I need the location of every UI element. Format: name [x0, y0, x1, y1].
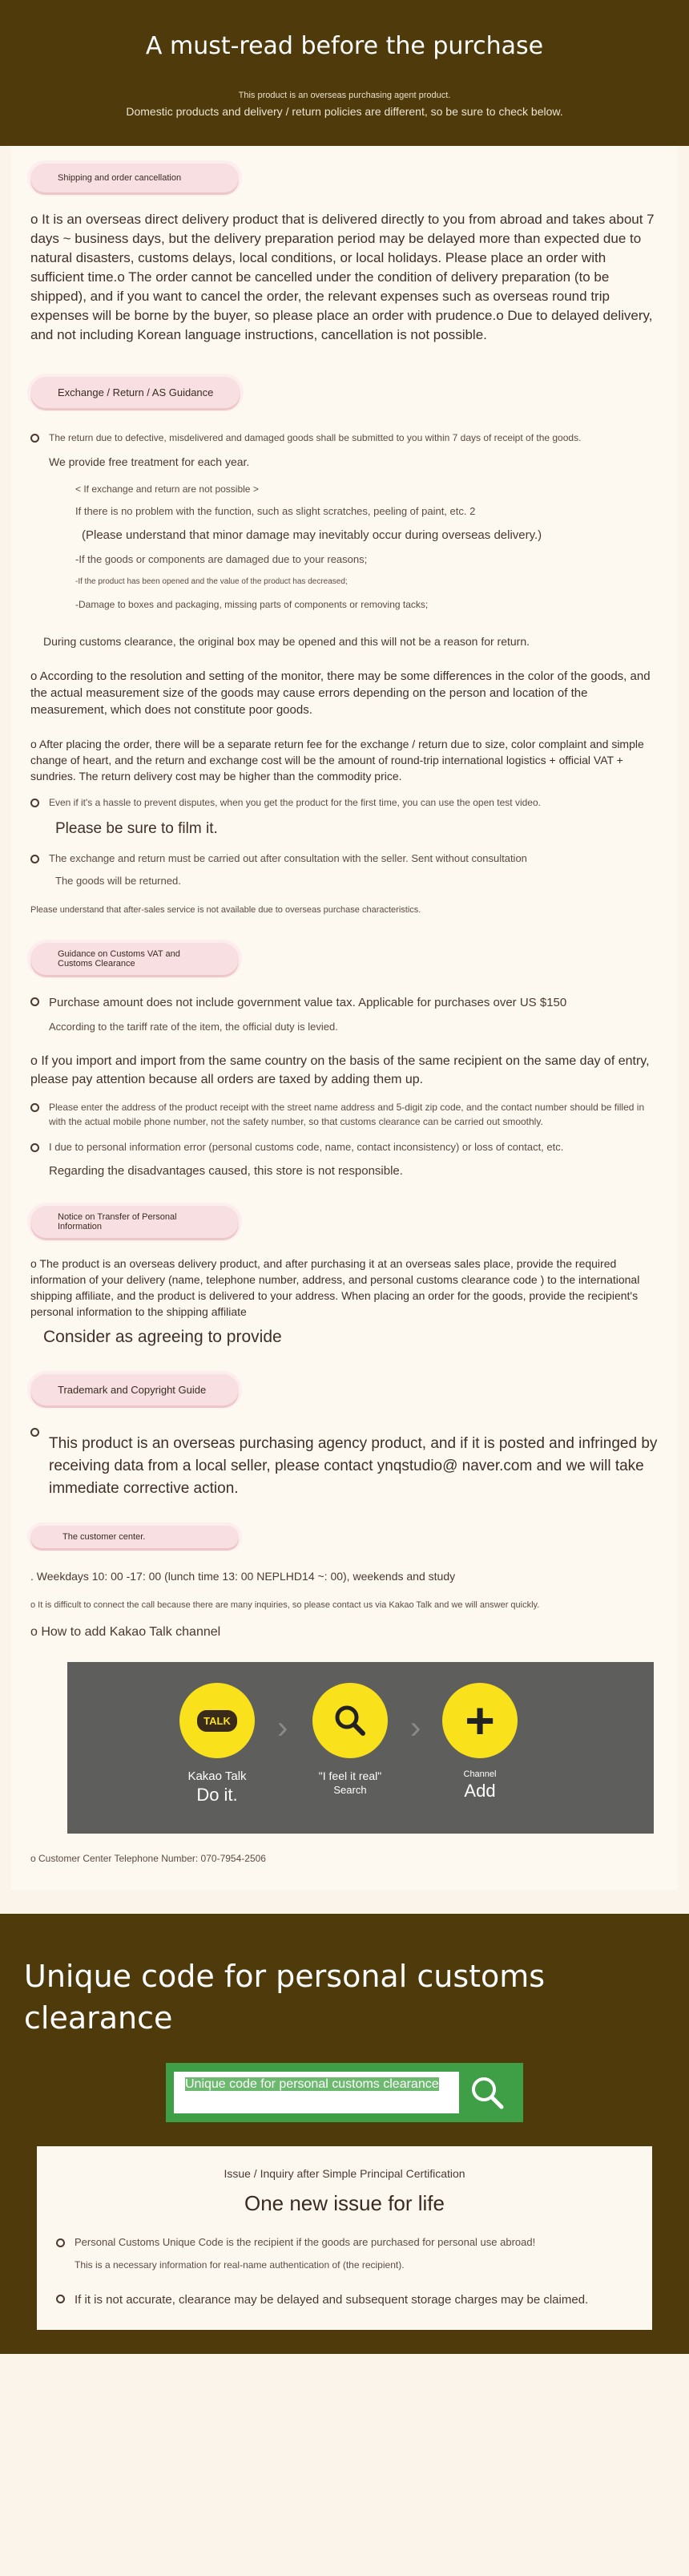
vat-b2: Please enter the address of the product receipt with the street name address and 5-digit zip code, and the contact number should be filled in with the actual mobile phone number, not the safety number, so that customs clearance can be carried out smoothly. — [49, 1102, 645, 1127]
header — [0, 0, 689, 146]
vat-b3b: Regarding the disadvantages caused, this store is not responsible. — [49, 1164, 403, 1178]
vat-pill: Guidance on Customs VAT and Customs Clearance — [30, 943, 239, 975]
content — [11, 146, 678, 1890]
vat-bullet-1 — [30, 994, 659, 1034]
exchange-bullet-2 — [30, 795, 659, 840]
search-icon — [312, 1683, 388, 1758]
customs-code-title: Unique code for personal customs clearance — [24, 1959, 546, 2036]
plus-icon: + — [442, 1683, 518, 1758]
vat-bullet-2 — [30, 1100, 659, 1129]
bullet-icon — [30, 1428, 39, 1437]
personal-pill: Notice on Transfer of Personal Information — [30, 1206, 239, 1238]
kakao-talk-icon: TALK — [179, 1683, 255, 1758]
vat-b1b: According to the tariff rate of the item, the official duty is levied. — [49, 1021, 338, 1033]
personal-agree: Consider as agreeing to provide — [43, 1328, 282, 1346]
exchange-b3b: The goods will be returned. — [55, 875, 181, 887]
exchange-monitor: o According to the resolution and setting of the monitor, there may be some differences in the color of the goods, and the actual measurement size of the goods may cause errors depending on the person and location of the measurement, which does not constitute poor goods. — [30, 669, 651, 717]
trademark-bullet — [30, 1425, 659, 1500]
card-c1b: This is a necessary information for real-name authentication of (the recipient). — [75, 2259, 405, 2271]
card-title-small: Issue / Inquiry after Simple Principal Certification — [224, 2167, 465, 2180]
shipping-text: o It is an overseas direct delivery product that is delivered directly to you from abroad and takes about 7 days ~ business days, but the delivery preparation period may be delayed more than expected due to natural disasters, customs delays, local conditions, or local holidays. Please place an order with sufficient time.o The order cannot be cancelled under the condition of delivery preparation (to be shipped), and if you want to cancel the order, the relevant expenses such as overseas round trip expenses will be borne by the buyer, so please place an order with prudence.o Due to delayed delivery, and not including Korean language instructions, cancellation is not possible. — [30, 212, 655, 342]
phone-section — [11, 1845, 678, 1890]
customs-code-section — [0, 1914, 689, 2354]
step3-label2: Add — [464, 1781, 496, 1801]
shipping-section — [11, 146, 678, 359]
chevron-right-icon: › — [277, 1710, 288, 1745]
header-sub1: This product is an overseas purchasing agent product. — [238, 91, 451, 100]
bullet-icon — [30, 997, 39, 1006]
exchange-section — [11, 359, 678, 925]
personal-text: o The product is an overseas delivery product, and after purchasing it at an overseas sales place, provide the required information of your delivery (name, telephone number, address, and personal customs clearance code ) to the international shipping affiliate, and the product is delivered to your address. When placing an order for the goods, provide the recipient's personal information to the shipping affiliate — [30, 1257, 640, 1318]
card-c1: Personal Customs Unique Code is the recipient if the goods are purchased for personal use abroad! — [75, 2236, 536, 2248]
chevron-right-icon: › — [410, 1710, 421, 1745]
step2-label2: Search — [333, 1784, 367, 1796]
step3-label1: Channel — [463, 1769, 497, 1779]
kakao-steps — [67, 1662, 654, 1834]
exchange-l1: If there is no problem with the function, such as slight scratches, peeling of paint, etc. 2 — [75, 505, 476, 517]
step1-label2: Do it. — [196, 1785, 238, 1805]
exchange-fee: o After placing the order, there will be a separate return fee for the exchange / return due to size, color complaint and simple change of heart, and the return and exchange cost will be the amount of round-trip international logistics + official VAT + sundries. The return delivery cost may be higher than the commodity price. — [30, 738, 644, 783]
page-title: A must-read before the purchase — [145, 32, 544, 60]
bullet-icon — [30, 1103, 39, 1112]
customs-code-input[interactable]: Unique code for personal customs clearance — [174, 2072, 459, 2113]
vat-section — [11, 925, 678, 1188]
exchange-l5: -Damage to boxes and packaging, missing parts of components or removing tacks; — [75, 599, 429, 610]
exchange-l3: -If the goods or components are damaged due to your reasons; — [75, 553, 368, 565]
personal-section — [11, 1188, 678, 1357]
card-bullet-1 — [56, 2235, 633, 2272]
bullet-icon — [30, 434, 39, 443]
kakao-step-3 — [442, 1683, 518, 1802]
exchange-b2: Even if it's a hassle to prevent disputes, when you get the product for the first time, you can use the open test video. — [49, 797, 541, 808]
search-icon[interactable] — [459, 2073, 515, 2112]
exchange-customs: During customs clearance, the original box may be opened and this will not be a reason for return. — [43, 635, 530, 648]
exchange-bullet-1 — [30, 431, 659, 471]
bullet-icon — [30, 1143, 39, 1152]
card-bullet-2 — [56, 2291, 633, 2309]
exchange-as: Please understand that after-sales service is not available due to overseas purchase characteristics. — [30, 905, 421, 915]
kakao-step-1 — [179, 1683, 255, 1806]
not-possible-heading: < If exchange and return are not possible > — [75, 483, 259, 495]
trademark-section — [11, 1357, 678, 1508]
bullet-icon — [56, 2238, 65, 2247]
exchange-b2b: Please be sure to film it. — [55, 820, 218, 837]
trademark-text: This product is an overseas purchasing agency product, and if it is posted and infringed by receiving data from a local seller, please contact ynqstudio@ naver.com and we will take immediate corrective action. — [49, 1435, 658, 1497]
center-phone: o Customer Center Telephone Number: 070-7954-2506 — [30, 1853, 266, 1864]
kakao-step-2 — [312, 1683, 388, 1796]
center-section — [11, 1508, 678, 1649]
customs-code-card — [37, 2146, 652, 2330]
center-pill: The customer center. — [30, 1526, 239, 1548]
card-title-large: One new issue for life — [244, 2191, 445, 2215]
vat-same-day: o If you import and import from the same country on the basis of the same recipient on the same day of entry, please pay attention because all orders are taxed by adding them up. — [30, 1054, 650, 1086]
step2-label1: "I feel it real" — [318, 1769, 382, 1782]
bullet-icon — [30, 855, 39, 863]
customs-code-search[interactable] — [166, 2063, 523, 2122]
shipping-pill: Shipping and order cancellation — [30, 164, 239, 192]
exchange-l4: -If the product has been opened and the value of the product has decreased; — [75, 577, 348, 586]
center-howto: o How to add Kakao Talk channel — [30, 1625, 221, 1639]
exchange-bullet-3 — [30, 851, 659, 888]
exchange-pill: Exchange / Return / AS Guidance — [30, 377, 240, 408]
step1-label1: Kakao Talk — [187, 1769, 247, 1783]
bullet-icon — [30, 799, 39, 807]
bullet-icon — [56, 2295, 65, 2303]
exchange-b1b: We provide free treatment for each year. — [49, 455, 250, 468]
center-hours: . Weekdays 10: 00 -17: 00 (lunch time 13: 00 NEPLHD14 ~: 00), weekends and study — [30, 1570, 456, 1583]
exchange-b3: The exchange and return must be carried out after consultation with the seller. Sent without consultation — [49, 852, 527, 864]
card-c2: If it is not accurate, clearance may be delayed and subsequent storage charges may be claimed. — [75, 2293, 589, 2307]
trademark-pill: Trademark and Copyright Guide — [30, 1374, 239, 1405]
header-sub2: Domestic products and delivery / return policies are different, so be sure to check below. — [126, 105, 563, 118]
vat-b1: Purchase amount does not include government value tax. Applicable for purchases over US $150 — [49, 996, 567, 1009]
vat-bullet-3 — [30, 1140, 659, 1180]
exchange-l2: (Please understand that minor damage may inevitably occur during overseas delivery.) — [82, 528, 542, 542]
center-kakao-note: o It is difficult to connect the call because there are many inquiries, so please contact us via Kakao Talk and we will answer quickly. — [30, 1600, 540, 1610]
vat-b3: I due to personal information error (personal customs code, name, contact inconsistency) or loss of contact, etc. — [49, 1141, 564, 1153]
exchange-b1: The return due to defective, misdelivered and damaged goods shall be submitted to you within 7 days of receipt of the goods. — [49, 432, 582, 443]
